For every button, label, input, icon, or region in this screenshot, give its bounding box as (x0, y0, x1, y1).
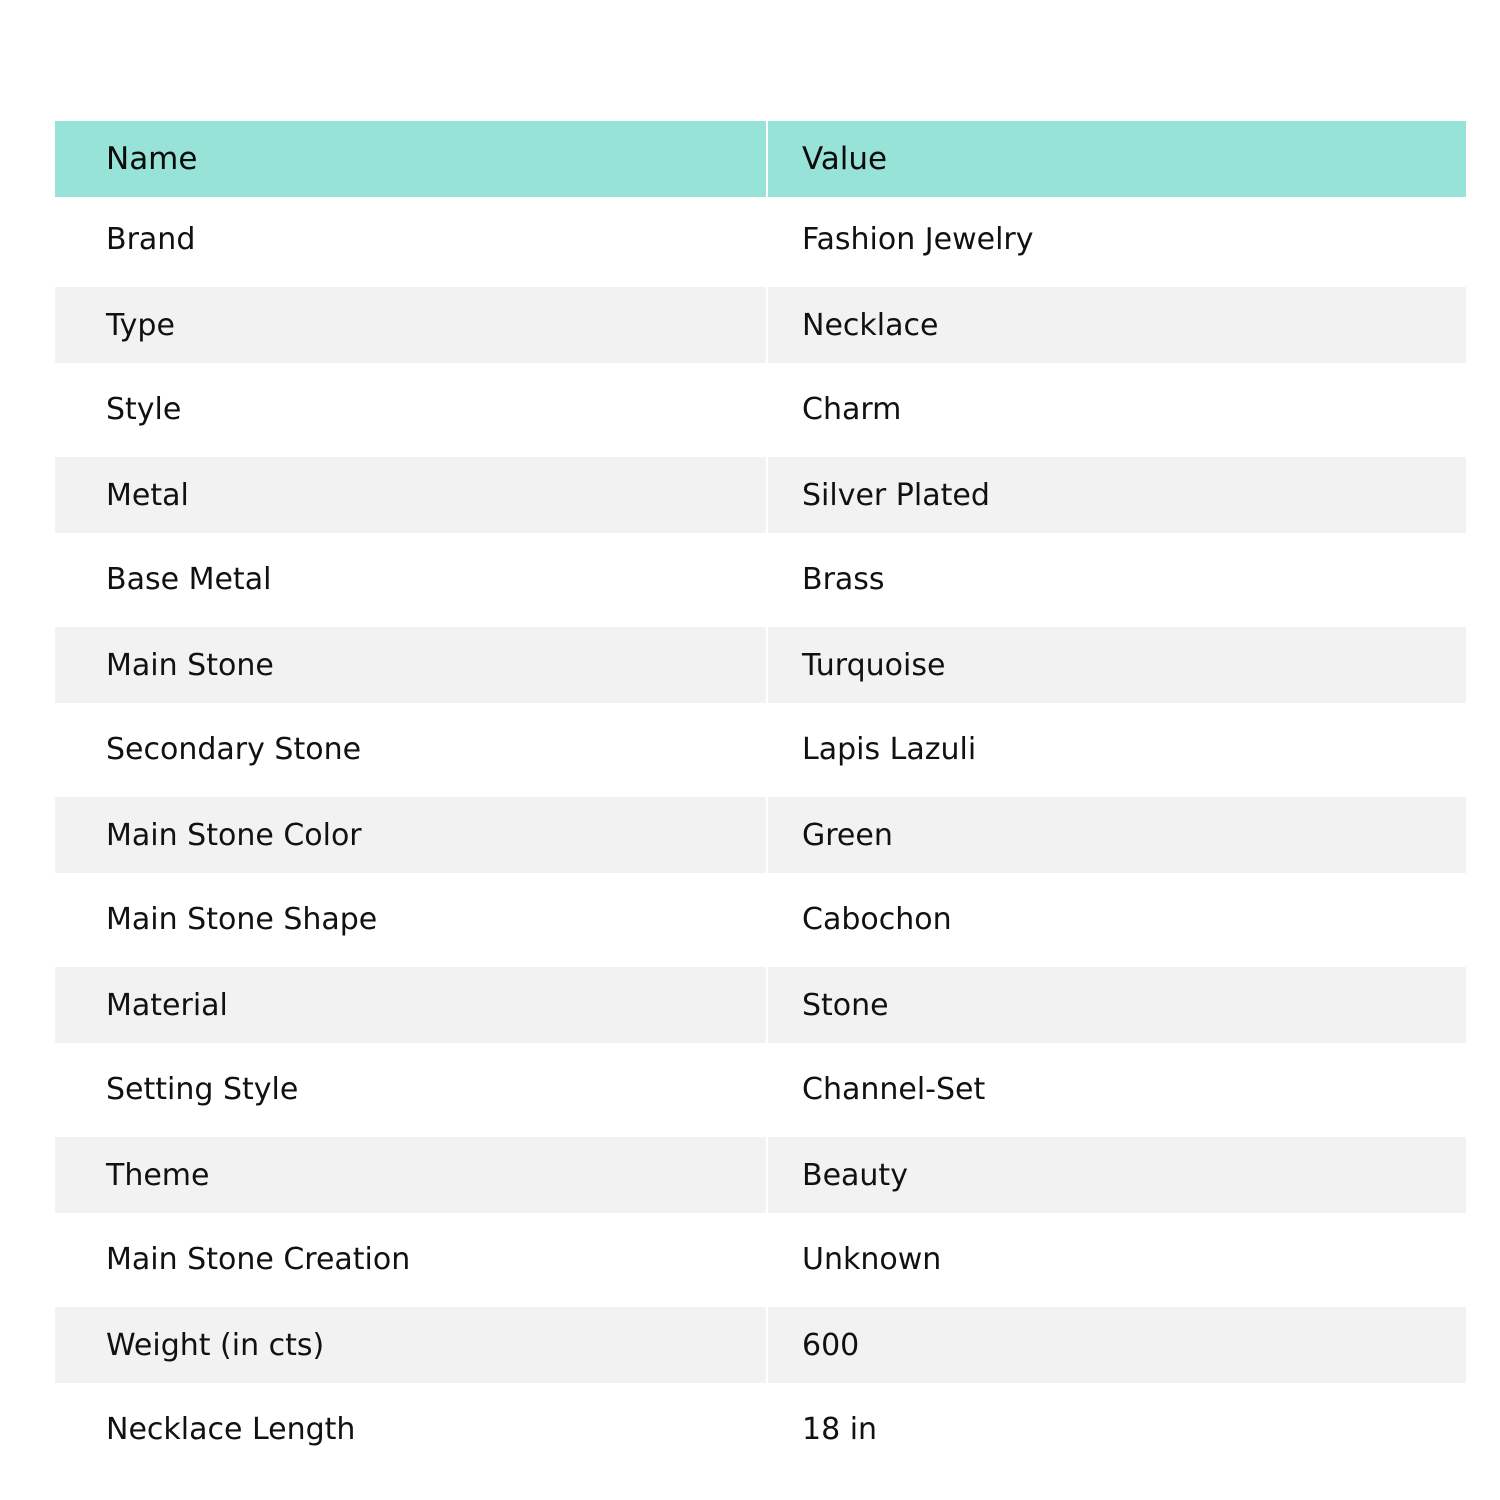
row-value-cell: Fashion Jewelry (802, 222, 1034, 257)
table-row (55, 1047, 1466, 1132)
row-value-cell: Cabochon (802, 902, 952, 937)
row-value-cell: Turquoise (768, 627, 1466, 703)
row-name-cell: Main Stone Shape (106, 902, 378, 937)
row-name-cell: Brand (106, 222, 196, 257)
row-value-cell: 18 in (802, 1412, 878, 1447)
table-row (55, 287, 1466, 363)
table-row (55, 797, 1466, 873)
row-name-cell: Weight (in cts) (55, 1307, 766, 1383)
row-name-cell: Main Stone Color (55, 797, 766, 873)
table-row (55, 707, 1466, 792)
row-name-cell: Theme (55, 1137, 766, 1213)
table-header-row (55, 121, 1466, 197)
table-row (55, 1307, 1466, 1383)
table-row (55, 627, 1466, 703)
row-value-cell: Channel-Set (802, 1072, 986, 1107)
specs-table (55, 121, 1466, 1472)
row-value-cell: Charm (802, 392, 902, 427)
table-row (55, 877, 1466, 962)
row-name-cell: Setting Style (106, 1072, 299, 1107)
table-row (55, 1137, 1466, 1213)
row-value-cell: Unknown (802, 1242, 942, 1277)
row-name-cell: Type (55, 287, 766, 363)
row-value-cell: Necklace (768, 287, 1466, 363)
table-row (55, 457, 1466, 533)
header-name: Name (55, 121, 766, 197)
table-row (55, 967, 1466, 1043)
header-value: Value (768, 121, 1466, 197)
table-row (55, 1217, 1466, 1302)
row-name-cell: Metal (55, 457, 766, 533)
table-row (55, 1387, 1466, 1472)
row-value-cell: Lapis Lazuli (802, 732, 977, 767)
row-name-cell: Style (106, 392, 182, 427)
row-name-cell: Main Stone (55, 627, 766, 703)
table-row (55, 367, 1466, 452)
row-name-cell: Main Stone Creation (106, 1242, 411, 1277)
row-name-cell: Secondary Stone (106, 732, 362, 767)
row-name-cell: Material (55, 967, 766, 1043)
row-value-cell: Brass (802, 562, 885, 597)
row-value-cell: Stone (768, 967, 1466, 1043)
row-value-cell: Green (768, 797, 1466, 873)
row-name-cell: Necklace Length (106, 1412, 356, 1447)
row-name-cell: Base Metal (106, 562, 272, 597)
row-value-cell: Beauty (768, 1137, 1466, 1213)
table-row (55, 537, 1466, 622)
row-value-cell: Silver Plated (768, 457, 1466, 533)
row-value-cell: 600 (768, 1307, 1466, 1383)
table-row (55, 197, 1466, 282)
